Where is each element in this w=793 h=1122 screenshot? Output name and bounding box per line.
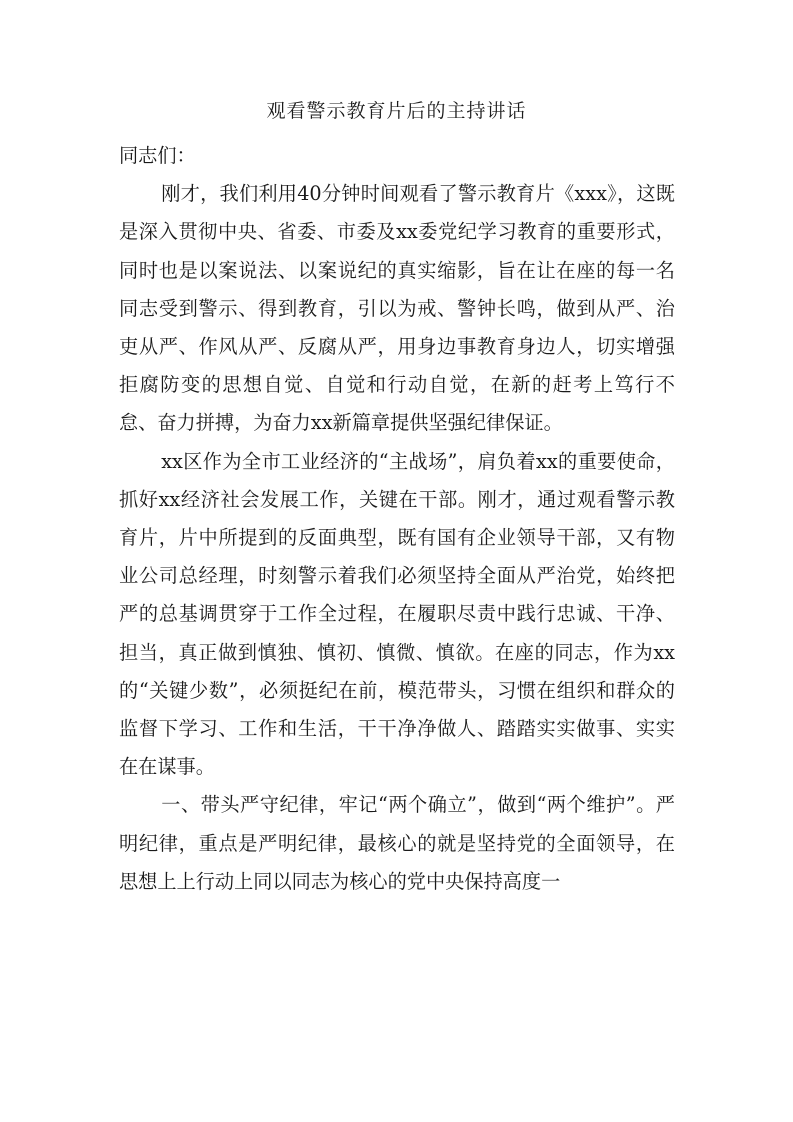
paragraph-intro: 刚才，我们利用40分钟时间观看了警示教育片《xxx》，这既是深入贯彻中央、省委、市委及xx委党纪学习教育的重要形式，同时也是以案说法、以案说纪的真实缩影，旨在让在座的每一名同志受到警示、得到教育，引以为戒、警钟长鸣，做到从严、治吏从严、作风从严、反腐从严，用身边事教育身边人，切实增强拒腐防变的思想自觉、自觉和行动自觉，在新的赶考上笃行不怠、奋力拼搏，为奋力xx新篇章提供坚强纪律保证。 [119,182,675,435]
paragraph-district: xx区作为全市工业经济的“主战场”，肩负着xx的重要使命，抓好xx经济社会发展工作，关键在干部。刚才，通过观看警示教育片，片中所提到的反面典型，既有国有企业领导干部，又有物业公司总经理，时刻警示着我们必须坚持全面从严治党，始终把严的总基调贯穿于工作全过程，在履职尽责中践行忠诚、干净、担当，真正做到慎独、慎初、慎微、慎欲。在座的同志，作为xx的“关键少数”，必须挺纪在前，模范带头，习惯在组织和群众的监督下学习、工作和生活，干干净净做人、踏踏实实做事、实实在在谋事。 [119,449,675,779]
document-body [119,137,675,901]
document-title: 观看警示教育片后的主持讲话 [266,100,527,122]
paragraph-section-one: 一、带头严守纪律，牢记“两个确立”，做到“两个维护”。严明纪律，重点是严明纪律，最核心的就是坚持党的全面领导，在思想上上行动上同以同志为核心的党中央保持高度一 [119,793,675,893]
salutation: 同志们： [119,144,196,167]
